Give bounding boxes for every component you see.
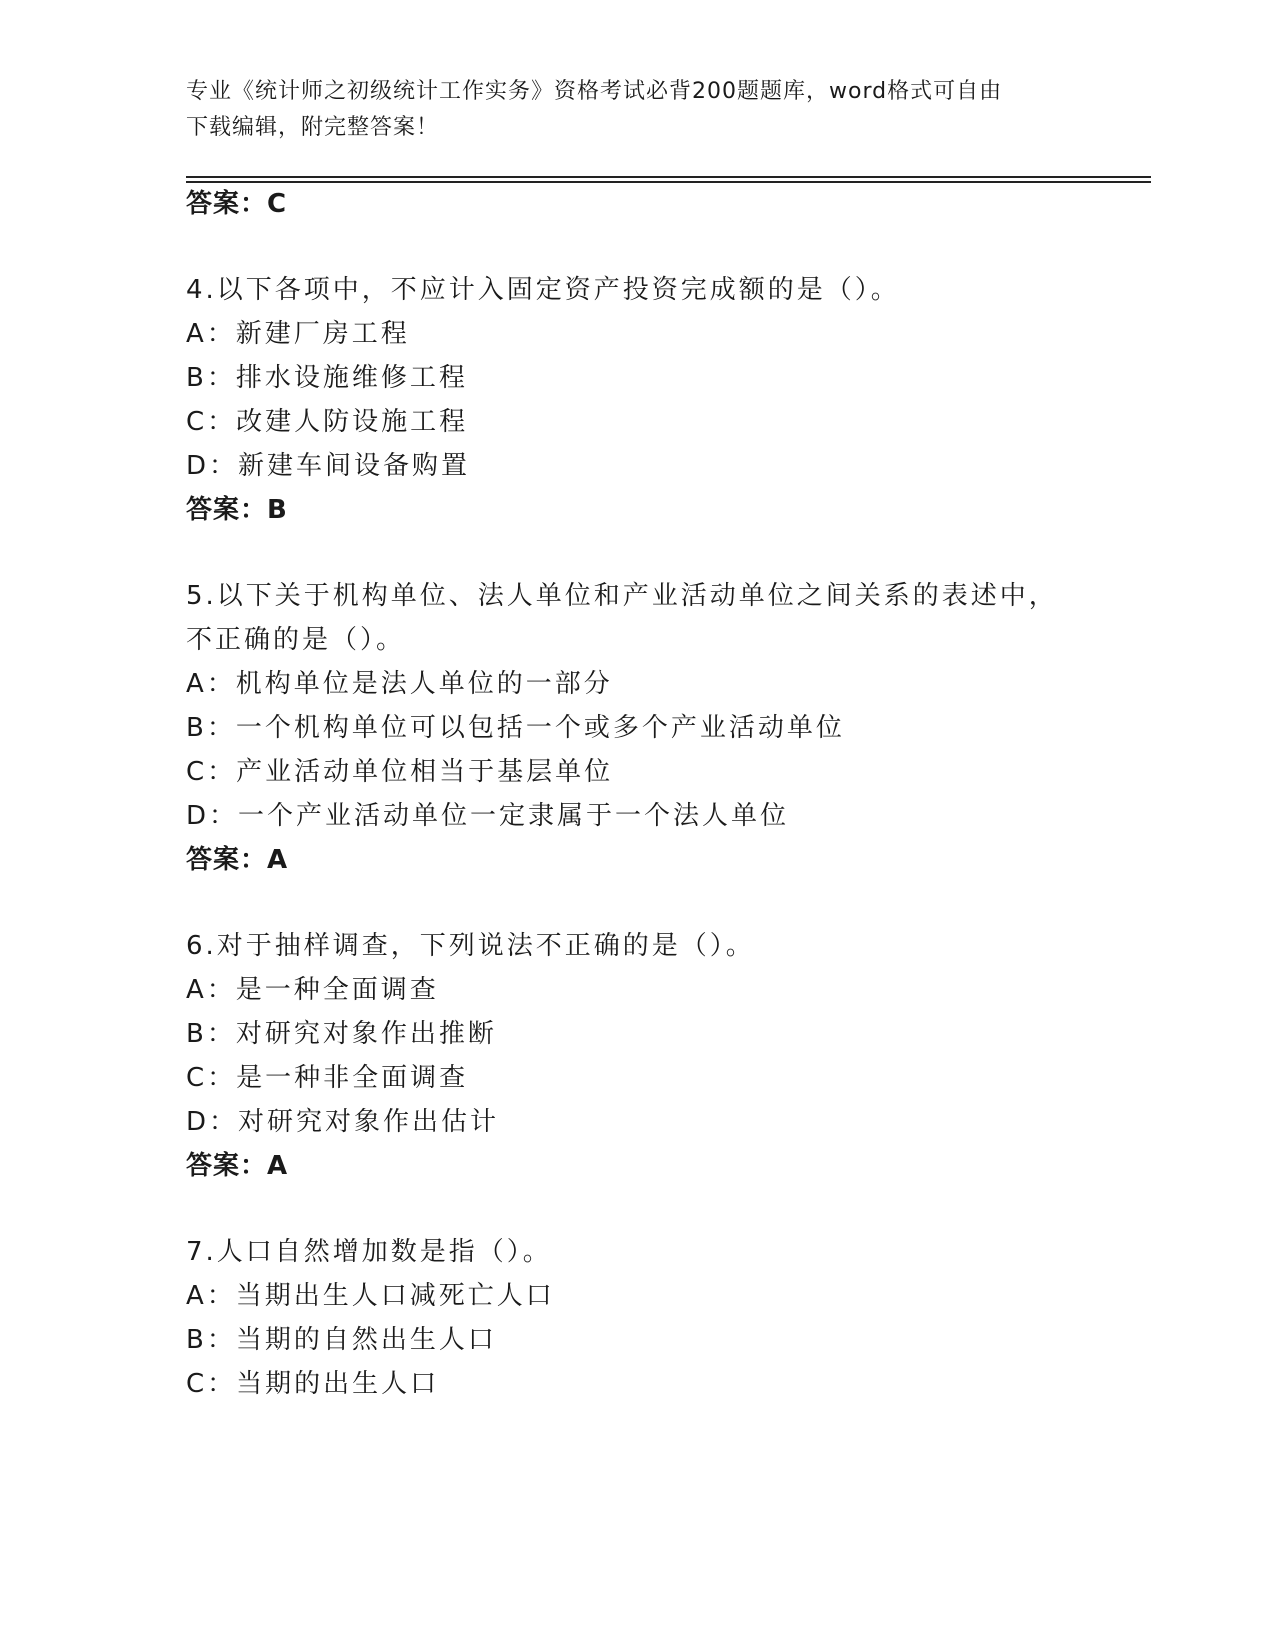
question-7-option-c: C：当期的出生人口 — [186, 1369, 440, 1399]
header-line-1: 专业《统计师之初级统计工作实务》资格考试必背200题题库，word格式可自由 — [186, 79, 1003, 104]
document-header — [186, 74, 1086, 146]
question-6-option-a: A：是一种全面调查 — [186, 975, 439, 1005]
question-4-option-d: D：新建车间设备购置 — [186, 451, 471, 481]
question-6-option-d: D：对研究对象作出估计 — [186, 1107, 500, 1137]
question-4-option-b: B：排水设施维修工程 — [186, 363, 468, 393]
question-5-stem-line-1: 5.以下关于机构单位、法人单位和产业活动单位之间关系的表述中， — [186, 581, 1058, 611]
question-5-option-a: A：机构单位是法人单位的一部分 — [186, 669, 613, 699]
question-5-stem-line-2: 不正确的是（）。 — [186, 625, 406, 655]
question-4-stem: 4.以下各项中，不应计入固定资产投资完成额的是（）。 — [186, 275, 900, 305]
question-4-option-c: C：改建人防设施工程 — [186, 407, 469, 437]
header-divider-top — [186, 176, 1151, 178]
question-5-option-b: B：一个机构单位可以包括一个或多个产业活动单位 — [186, 713, 845, 743]
question-7-stem: 7.人口自然增加数是指（）。 — [186, 1237, 552, 1267]
question-6-stem: 6.对于抽样调查，下列说法不正确的是（）。 — [186, 931, 755, 961]
question-4-option-a: A：新建厂房工程 — [186, 319, 410, 349]
header-divider-bottom — [186, 181, 1151, 183]
question-7-option-a: A：当期出生人口减死亡人口 — [186, 1281, 555, 1311]
question-6-option-c: C：是一种非全面调查 — [186, 1063, 469, 1093]
answer-previous: 答案：C — [186, 189, 288, 219]
question-5-option-c: C：产业活动单位相当于基层单位 — [186, 757, 614, 787]
question-4-answer: 答案：B — [186, 495, 288, 525]
header-line-2: 下载编辑，附完整答案！ — [186, 115, 440, 140]
question-7-option-b: B：当期的自然出生人口 — [186, 1325, 497, 1355]
question-5-answer: 答案：A — [186, 845, 289, 875]
question-6-option-b: B：对研究对象作出推断 — [186, 1019, 497, 1049]
question-5-option-d: D：一个产业活动单位一定隶属于一个法人单位 — [186, 801, 790, 831]
question-6-answer: 答案：A — [186, 1151, 289, 1181]
